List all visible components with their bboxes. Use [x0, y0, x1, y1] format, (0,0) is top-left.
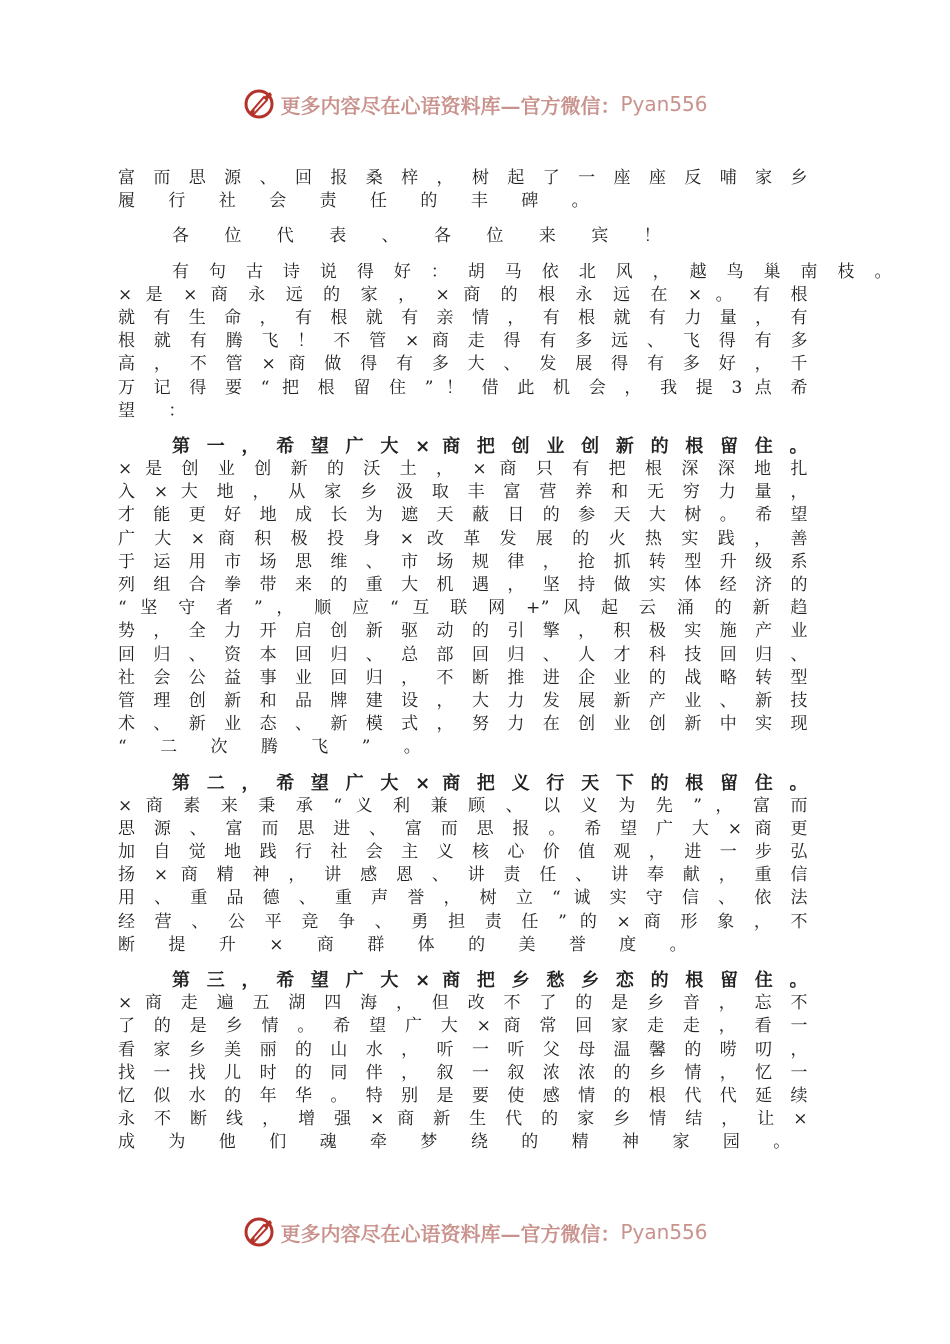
intro-line: 履 行 社 会 责 任 的 丰 碑 。 [118, 191, 603, 212]
section1-line: 列 组 合 拳 带 来 的 重 大 机 遇 ， 坚 持 做 实 体 经 济 的 [118, 575, 808, 595]
section1-line: 管 理 创 新 和 品 牌 建 设 ， 大 力 发 展 新 产 业 、 新 技 [118, 690, 808, 711]
section1-line: 社 会 公 益 事 业 回 归 ， 不 断 推 进 企 业 的 战 略 转 型 [118, 667, 808, 688]
para1-line: 万 记 得 要 “ 把 根 留 住 ” ！ 借 此 机 会 ， 我 提 3 点 希 [118, 377, 808, 398]
section2-line: 思 源 、 富 而 思 进 、 富 而 思 报 。 希 望 广 大 × 商 更 [118, 818, 808, 839]
section3-line: 看 家 乡 美 丽 的 山 水 ， 听 一 听 父 母 温 馨 的 唠 叨 ， [118, 1039, 808, 1060]
para1-line: 根 就 有 腾 飞 ！ 不 管 × 商 走 得 有 多 远 、 飞 得 有 多 [118, 331, 808, 352]
section1-line: 回 归 、 资 本 回 归 、 总 部 回 归 、 人 才 科 技 回 归 、 [118, 644, 808, 665]
banner-wechat-id: Pyan556 [620, 1220, 708, 1244]
para1-line: 高 ， 不 管 × 商 做 得 有 多 大 、 发 展 得 有 多 好 ， 千 [118, 354, 808, 375]
section3-line: 永 不 断 线 ， 增 强 × 商 新 生 代 的 家 乡 情 结 ， 让 × [118, 1109, 808, 1130]
section1-line: 势 ， 全 力 开 启 创 新 驱 动 的 引 擎 ， 积 极 实 施 产 业 [118, 621, 808, 642]
pen-nib-logo-icon [242, 87, 276, 121]
section2-line: 经 营 、 公 平 竞 争 、 勇 担 责 任 ” 的 × 商 形 象 ， 不 [118, 911, 808, 932]
document-body [118, 167, 892, 1155]
para1-line: 就 有 生 命 ， 有 根 就 有 亲 情 ， 有 根 就 有 力 量 ， 有 [118, 307, 808, 328]
section1-line: 才 能 更 好 地 成 长 为 遮 天 蔽 日 的 参 天 大 树 。 希 望 [118, 505, 808, 526]
banner-wechat-id: Pyan556 [620, 92, 708, 116]
section1-line: “ 二 次 腾 飞 ” 。 [118, 737, 435, 758]
section2-line: 用 、 重 品 德 、 重 声 誉 ， 树 立 “ 诚 实 守 信 、 依 法 [118, 888, 808, 909]
section1-line: “ 坚 守 者 ” ， 顺 应 “ 互 联 网 +” 风 起 云 涌 的 新 趋 [118, 598, 808, 619]
section3-line: 忆 似 水 的 年 华 。 特 别 是 要 使 感 情 的 根 代 代 延 续 [118, 1085, 808, 1106]
section1-line: 入 × 大 地 ， 从 家 乡 汲 取 丰 富 营 养 和 无 穷 力 量 ， [118, 482, 808, 503]
section1-line: × 是 创 业 创 新 的 沃 土 ， × 商 只 有 把 根 深 深 地 扎 [118, 459, 808, 480]
section2-line: 加 自 觉 地 践 行 社 会 主 义 核 心 价 值 观 ， 进 一 步 弘 [118, 842, 808, 863]
intro-line: 富 而 思 源 、 回 报 桑 梓 ， 树 起 了 一 座 座 反 哺 家 乡 [118, 168, 808, 188]
section1-line: 广 大 × 商 积 极 投 身 × 改 革 发 展 的 火 热 实 践 ， 善 [118, 528, 808, 549]
section2-line: 扬 × 商 精 神 ， 讲 感 恩 、 讲 责 任 、 讲 奉 献 ， 重 信 [118, 865, 808, 886]
section3-line: × 商 走 遍 五 湖 四 海 ， 但 改 不 了 的 是 乡 音 ， 忘 不 [118, 993, 808, 1014]
section1-heading: 第 一 ， 希 望 广 大 × 商 把 创 业 创 新 的 根 留 住 。 [172, 435, 808, 457]
para1-line: 望 ： [118, 400, 200, 421]
section3-line: 成 为 他 们 魂 牵 梦 绕 的 精 神 家 园 。 [118, 1132, 805, 1153]
banner-text: 更多内容尽在心语资料库—官方微信： [280, 1221, 621, 1246]
section3-line: 了 的 是 乡 情 。 希 望 广 大 × 商 常 回 家 走 走 ， 看 一 [118, 1016, 808, 1037]
header-watermark-banner [0, 86, 950, 122]
section1-line: 于 运 用 市 场 思 维 、 市 场 规 律 ， 抢 抓 转 型 升 级 系 [118, 551, 808, 572]
section3-line: 找 一 找 儿 时 的 同 伴 ， 叙 一 叙 浓 浓 的 乡 情 ， 忆 一 [118, 1062, 808, 1083]
section2-line: 断 提 升 × 商 群 体 的 美 誉 度 。 [118, 934, 701, 955]
pen-nib-logo-icon [242, 1215, 276, 1249]
section2-line: × 商 素 来 秉 承 “ 义 利 兼 顾 、 以 义 为 先 ” ， 富 而 [118, 795, 808, 816]
banner-text: 更多内容尽在心语资料库—官方微信： [280, 93, 621, 118]
section3-heading: 第 三 ， 希 望 广 大 × 商 把 乡 愁 乡 恋 的 根 留 住 。 [172, 970, 808, 991]
para1-line: 有 句 古 诗 说 得 好 ： 胡 马 依 北 风 ， 越 鸟 巢 南 枝 。 [172, 261, 892, 282]
footer-watermark-banner [0, 1214, 950, 1250]
section2-heading: 第 二 ， 希 望 广 大 × 商 把 义 行 天 下 的 根 留 住 。 [172, 772, 808, 794]
para1-line: × 是 × 商 永 远 的 家 ， × 商 的 根 永 远 在 × 。 有 根 [118, 284, 808, 305]
greeting: 各 位 代 表 、 各 位 来 宾 ！ [172, 226, 676, 247]
section1-line: 术 、 新 业 态 、 新 模 式 ， 努 力 在 创 业 创 新 中 实 现 [118, 714, 808, 735]
